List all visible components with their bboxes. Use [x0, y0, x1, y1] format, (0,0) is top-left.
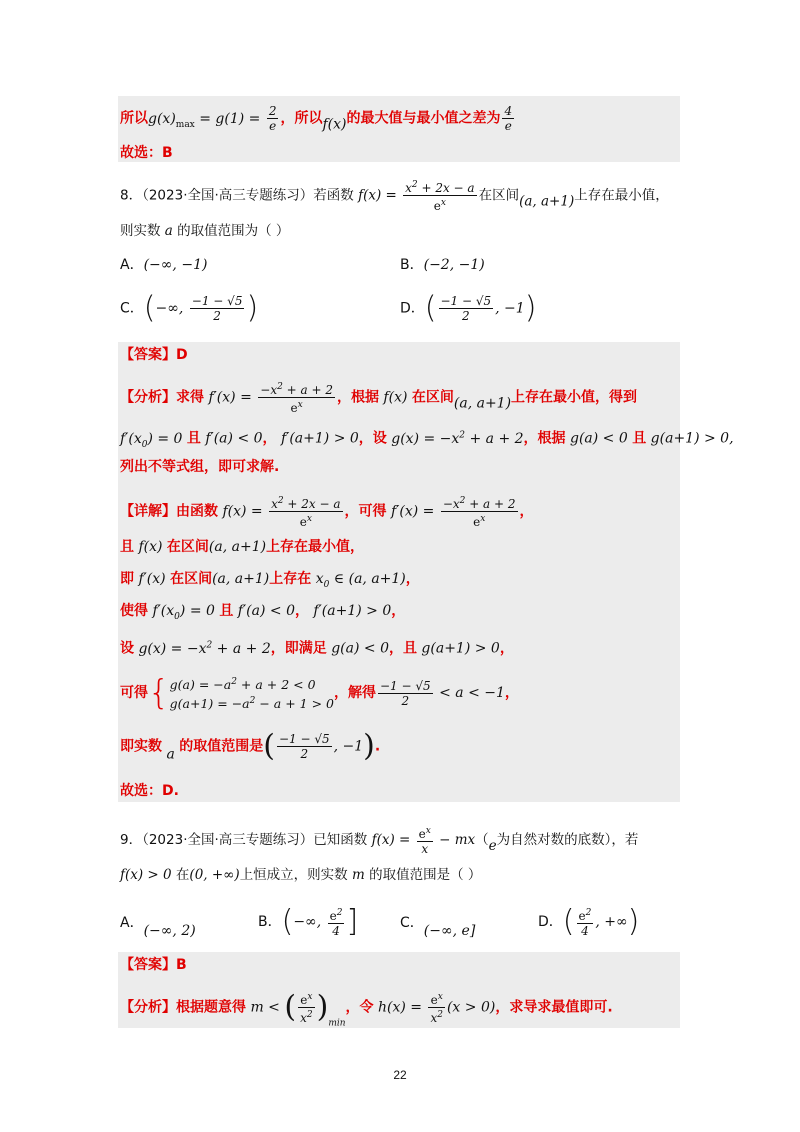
q9-option-c: C．(−∞, e] — [400, 915, 476, 939]
q8-choice: 故选：D. — [120, 783, 179, 799]
text: 且 — [120, 539, 134, 555]
question-source: （2023·全国·高三专题练习） — [142, 832, 314, 848]
q8-option-a: A．(−∞, −1) — [120, 257, 208, 273]
text: 上存在最小值， — [574, 187, 669, 204]
text: 的取值范围为（ ） — [177, 223, 290, 239]
text: 在区间 — [478, 187, 520, 204]
text: 上存在最小值，得到 — [511, 389, 638, 406]
q8-stem-line2: 则实数 a 的取值范围为（ ） — [120, 223, 290, 239]
text: 根据题意得 — [176, 999, 246, 1016]
q8-stem-line1: 8．（2023·全国·高三专题练习）若函数 f(x) = $\frac{x^2 + 2x - a}{e^x}$ 在区间(a, a+1)上存在最小值， — [120, 180, 669, 213]
q8-detail-line1: 【详解】由函数 f(x) = $\frac{x^2 + 2x - a}{e^x}$ ，可得 f′(x) = $\frac{-x^2 + a + 2}{e^x}$ ， — [120, 496, 534, 529]
text: ，求导求最值即可. — [495, 999, 613, 1016]
q7-conclusion-line: 所以$g(x)_{max} = g(1)$ = $\frac{2}{e}$ ，所以f(x)的最大值与最小值之差为 $\frac{4}{e}$ — [120, 104, 513, 133]
text: ，令 — [345, 999, 374, 1016]
q9-answer: 【答案】B — [120, 957, 187, 973]
q9-option-d: D．( $\frac{e^2}{4}$ , +∞) — [538, 904, 640, 939]
text: 使得 — [120, 603, 148, 619]
analysis-label: 【分析】 — [120, 999, 176, 1016]
question-source: （2023·全国·高三专题练习） — [142, 187, 314, 204]
text: 且 — [219, 603, 234, 619]
q8-option-b: B．(−2, −1) — [400, 257, 485, 273]
q8-detail-line4: 使得 $f'(x_0) = 0$ 且 f′(a) < 0， f′(a+1) > 0， — [120, 603, 406, 622]
text: ，可得 — [344, 503, 387, 520]
text: ，根据 — [523, 430, 566, 447]
text: 设 — [120, 640, 134, 657]
option-label: A． — [120, 915, 144, 931]
q7-choice: 故选：B — [120, 145, 173, 161]
text: 所以 — [120, 110, 148, 127]
option-label: D． — [400, 300, 425, 317]
question-number: 8． — [120, 187, 143, 204]
question-number: 9． — [120, 832, 143, 848]
text: 上存在 — [269, 571, 312, 587]
option-label: A． — [120, 257, 144, 273]
q9-option-a: A．(−∞, 2) — [120, 915, 196, 939]
q8-answer: 【答案】D — [120, 347, 188, 363]
text: 即实数 — [120, 738, 162, 755]
q8-analysis-line3: 列出不等式组，即可求解. — [120, 459, 280, 475]
text: ，设 — [358, 430, 387, 447]
text: 在 — [175, 867, 190, 883]
text: 求得 — [176, 389, 204, 406]
detail-label: 【详解】 — [120, 503, 176, 520]
text: 在区间 — [166, 539, 209, 555]
text: ，所以 — [280, 110, 323, 127]
analysis-label: 【分析】 — [120, 389, 176, 406]
text: 若函数 — [313, 187, 354, 204]
text: （ — [475, 832, 489, 848]
text: ，且 — [388, 640, 417, 657]
text: ，即满足 — [270, 640, 327, 657]
q8-option-d: D．( $\frac{-1 - √5}{2}$ , −1) — [400, 290, 537, 326]
text: 即 — [120, 571, 134, 587]
q8-option-c: C．(−∞, $\frac{-1 - √5}{2}$ ) — [120, 290, 259, 326]
q8-detail-line5: 设 $g(x) = -x^2 + a + 2$，即满足 g(a) < 0，且 g(a+1) > 0， — [120, 640, 514, 657]
page-number: 22 — [393, 1068, 407, 1082]
option-label: D． — [538, 914, 563, 930]
text: 由函数 — [176, 503, 218, 520]
q8-detail-line6: 可得{ $g(a) = -a^2 + a + 2 < 0$ $g(a+1) = -a^2 - a + 1 > 0$ ，解得 $\frac{-1 - √5}{2}$ < a < −1， — [120, 673, 519, 714]
text: 且 — [632, 430, 647, 447]
option-label: B． — [258, 914, 282, 930]
option-label: C． — [120, 300, 144, 317]
q8-detail-line2: 且 f(x) 在区间(a, a+1)上存在最小值， — [120, 539, 365, 555]
q8-detail-line7: 即实数 a 的取值范围是( $\frac{-1 - √5}{2}$ , −1). — [120, 728, 381, 764]
text: 已知函数 — [313, 832, 368, 848]
text: 在区间 — [411, 389, 454, 406]
q8-analysis-line1: 【分析】求得 f′(x) = $\frac{-x^2 + a + 2}{e^x}$ ，根据 f(x) 在区间(a, a+1)上存在最小值，得到 — [120, 382, 638, 415]
q9-option-b: B．(−∞, $\frac{e^2}{4}$ ] — [258, 904, 359, 939]
text: 的最大值与最小值之差为 — [346, 110, 501, 127]
text: 上存在最小值， — [266, 539, 365, 555]
text: 的取值范围是 — [179, 738, 264, 755]
text: ，根据 — [336, 389, 379, 406]
q9-stem-line2: f(x) > 0 在(0, +∞)上恒成立，则实数 m 的取值范围是（ ） — [120, 867, 482, 883]
text: 且 — [186, 430, 201, 447]
text: ， — [262, 430, 277, 447]
q8-analysis-line2: $f'(x_0) = 0$ 且 f′(a) < 0， f′(a+1) > 0，设 $g(x) = -x^2 + a + 2$，根据 g(a) < 0 且 g(a+1) > 0, — [120, 430, 734, 450]
text: ，解得 — [333, 685, 376, 702]
option-label: C． — [400, 915, 424, 931]
text: 上恒成立，则实数 — [239, 867, 348, 883]
text: 可得 — [120, 685, 148, 702]
q8-detail-line3: 即 f′(x) 在区间(a, a+1)上存在 $x_0$ ∈ (a, a+1)， — [120, 571, 420, 590]
text: 则实数 — [120, 223, 161, 239]
q9-analysis-line: 【分析】根据题意得 m < ( $\frac{e^x}{x^2}$ )$_{min}$，令 h(x) = $\frac{e^x}{x^2}$ (x > 0)，求导求最值即可. — [120, 989, 613, 1029]
q9-stem-line1: 9．（2023·全国·高三专题练习）已知函数 f(x) = $\frac{e^x}{x}$ − mx（e为自然对数的底数），若 — [120, 826, 639, 856]
text: 为自然对数的底数），若 — [496, 832, 639, 848]
text: 的取值范围是（ ） — [369, 867, 482, 883]
option-label: B． — [400, 257, 424, 273]
text: 在区间 — [170, 571, 213, 587]
